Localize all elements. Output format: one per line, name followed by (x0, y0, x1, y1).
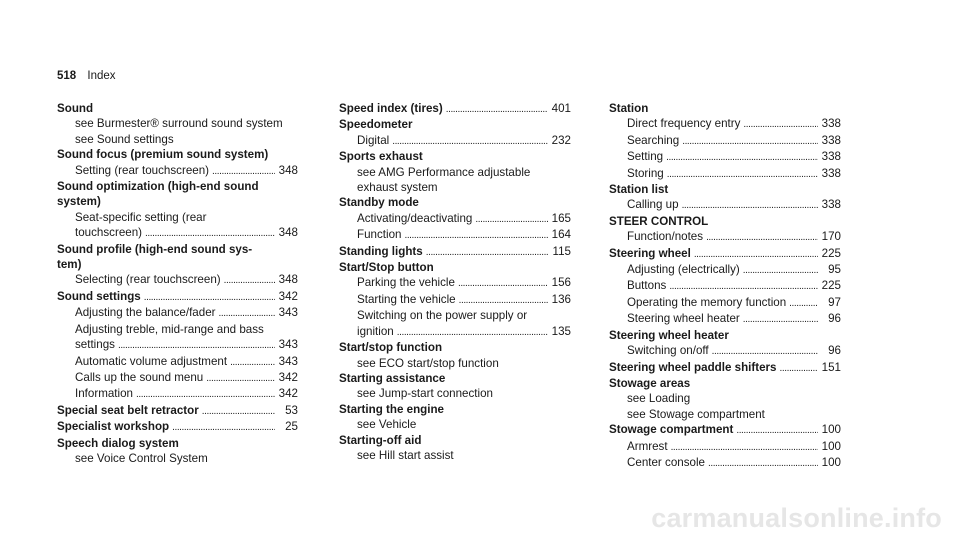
entry-text: see Burmester® surround sound system (75, 117, 283, 131)
entry-text: see Sound settings (75, 132, 174, 146)
index-subentry[interactable] (609, 311, 841, 327)
entry-text: Operating the memory function (627, 295, 787, 309)
dot-leader (669, 278, 818, 294)
index-subentry (57, 322, 298, 337)
page-reference[interactable]: 165 (551, 211, 571, 225)
index-term[interactable] (609, 422, 841, 438)
dot-leader (219, 305, 275, 321)
entry-text: Sound focus (premium sound system) (57, 148, 269, 162)
index-term (339, 260, 571, 275)
page-reference[interactable]: 338 (821, 133, 841, 147)
index-term (57, 436, 298, 451)
index-subentry (57, 451, 298, 466)
page-reference[interactable]: 401 (551, 102, 571, 115)
page-reference[interactable]: 95 (828, 263, 841, 277)
index-subentry[interactable] (609, 439, 841, 455)
index-term (339, 402, 571, 417)
page-reference[interactable]: 136 (551, 292, 571, 306)
entry-text: Sound optimization (high-end sound (57, 180, 259, 194)
dot-leader (202, 403, 275, 419)
entry-text: Station list (609, 183, 669, 197)
dot-leader (475, 211, 548, 227)
page-reference[interactable]: 100 (821, 439, 841, 453)
page-reference[interactable]: 97 (828, 295, 841, 309)
entry-text: Speed index (tires) (339, 102, 443, 115)
entry-text: Special seat belt retractor (57, 403, 199, 417)
entry-text: system) (57, 195, 101, 209)
entry-text: Station (609, 102, 649, 115)
index-term (339, 340, 571, 355)
dot-leader (118, 337, 275, 353)
index-subentry[interactable] (609, 278, 841, 294)
page-reference[interactable]: 100 (821, 423, 841, 437)
index-subentry[interactable] (339, 292, 571, 308)
dot-leader (789, 295, 818, 311)
index-term[interactable] (339, 244, 571, 260)
page-reference[interactable]: 96 (828, 344, 841, 358)
entry-text: Start/stop function (339, 341, 443, 355)
index-subentry[interactable] (609, 133, 841, 149)
entry-text: Function (357, 228, 402, 242)
dot-leader (224, 272, 275, 288)
watermark: carmanualsonline.info (651, 503, 942, 533)
index-term (609, 182, 841, 197)
page-reference[interactable]: 156 (551, 276, 571, 290)
entry-text: see Vehicle (357, 418, 417, 432)
page-reference[interactable]: 225 (821, 246, 841, 260)
index-subentry[interactable] (339, 133, 571, 149)
index-term (339, 195, 571, 210)
page-reference[interactable]: 348 (278, 163, 298, 177)
dot-leader (667, 166, 818, 182)
index-subentry[interactable] (57, 305, 298, 321)
entry-text: Activating/deactivating (357, 211, 473, 225)
entry-text: Searching (627, 133, 680, 147)
index-subentry[interactable] (339, 275, 571, 291)
entry-text: Seat-specific setting (rear (75, 210, 207, 224)
entry-text: Information (75, 387, 133, 401)
entry-text: see Voice Control System (75, 451, 208, 465)
dot-leader (459, 292, 548, 308)
entry-text: exhaust system (357, 181, 438, 195)
page-reference[interactable]: 338 (821, 198, 841, 212)
entry-text: Storing (627, 166, 664, 180)
entry-text: Standing lights (339, 244, 423, 258)
page-reference[interactable]: 338 (821, 117, 841, 131)
dot-leader (404, 227, 548, 243)
entry-text: Switching on/off (627, 344, 709, 358)
index-term (609, 328, 841, 343)
index-subentry (609, 407, 841, 422)
entry-text: Direct frequency entry (627, 117, 741, 131)
index-subentry (339, 386, 571, 401)
entry-text: Calls up the sound menu (75, 370, 204, 384)
page-reference[interactable]: 100 (821, 455, 841, 469)
dot-leader (145, 225, 275, 241)
page-reference[interactable]: 342 (278, 387, 298, 401)
index-term[interactable] (57, 289, 298, 305)
entry-text: Starting the vehicle (357, 292, 456, 306)
page-reference[interactable]: 225 (821, 279, 841, 293)
dot-leader (144, 289, 275, 305)
page-reference[interactable]: 338 (821, 150, 841, 164)
index-term (57, 242, 298, 257)
dot-leader (708, 455, 818, 471)
index-term (57, 257, 298, 272)
index-subentry[interactable] (57, 225, 298, 241)
page-reference[interactable]: 342 (278, 370, 298, 384)
page-reference[interactable]: 232 (551, 133, 571, 147)
entry-text: Starting assistance (339, 371, 446, 385)
index-term[interactable] (57, 403, 298, 419)
entry-text: see ECO start/stop function (357, 356, 499, 370)
entry-text: see Hill start assist (357, 448, 454, 462)
entry-text: Speech dialog system (57, 436, 179, 450)
entry-text: see Jump-start connection (357, 387, 493, 401)
entry-text: STEER CONTROL (609, 214, 709, 228)
index-term[interactable] (609, 246, 841, 262)
index-column-2 (339, 101, 571, 463)
entry-text: Steering wheel heater (627, 312, 740, 326)
index-term (339, 149, 571, 164)
page-reference[interactable]: 342 (278, 289, 298, 303)
entry-text: Armrest (627, 439, 668, 453)
page-reference[interactable]: 348 (278, 273, 298, 287)
page-reference[interactable]: 135 (551, 324, 571, 338)
dot-leader (397, 324, 548, 340)
index-term (57, 194, 298, 209)
entry-text: Speedometer (339, 118, 413, 132)
index-subentry[interactable] (609, 197, 841, 213)
dot-leader (230, 354, 275, 370)
index-term (57, 147, 298, 162)
index-subentry[interactable] (57, 370, 298, 386)
entry-text: Adjusting the balance/fader (75, 306, 216, 320)
index-term[interactable] (609, 360, 841, 376)
entry-text: Adjusting treble, mid-range and bass (75, 322, 264, 336)
index-term (57, 179, 298, 194)
page-reference[interactable]: 96 (828, 312, 841, 326)
page-reference[interactable]: 151 (821, 360, 841, 374)
entry-text: Standby mode (339, 196, 419, 210)
index-subentry (339, 417, 571, 432)
page-reference[interactable]: 25 (285, 420, 298, 434)
index-term (609, 101, 841, 116)
dot-leader (426, 244, 548, 260)
dot-leader (458, 275, 548, 291)
index-subentry[interactable] (609, 166, 841, 182)
index-subentry[interactable] (339, 324, 571, 340)
index-term (609, 376, 841, 391)
entry-text: Function/notes (627, 230, 704, 244)
index-subentry[interactable] (57, 272, 298, 288)
page-number: 518 (57, 70, 77, 82)
index-subentry[interactable] (57, 163, 298, 179)
index-subentry (339, 448, 571, 463)
dot-leader (712, 343, 818, 359)
entry-text: Start/Stop button (339, 261, 434, 275)
entry-text: Automatic volume adjustment (75, 354, 228, 368)
index-subentry[interactable] (57, 337, 298, 353)
index-term (339, 433, 571, 448)
page-reference[interactable]: 170 (821, 230, 841, 244)
entry-text: Steering wheel heater (609, 328, 729, 342)
dot-leader (172, 419, 275, 435)
dot-leader (736, 422, 818, 438)
index-subentry[interactable] (609, 149, 841, 165)
page-reference[interactable]: 53 (285, 403, 298, 417)
index-term (57, 101, 298, 116)
index-term (609, 214, 841, 229)
dot-leader (694, 246, 818, 262)
dot-leader (136, 386, 275, 402)
entry-text: Sound settings (57, 289, 141, 303)
index-term (339, 117, 571, 132)
index-column-3 (609, 101, 841, 471)
entry-text: Specialist workshop (57, 420, 170, 434)
index-subentry[interactable] (609, 455, 841, 471)
index-subentry[interactable] (609, 343, 841, 359)
entry-text: Starting the engine (339, 402, 444, 416)
entry-text: Center console (627, 455, 705, 469)
entry-text: Sound profile (high-end sound sys- (57, 242, 253, 256)
entry-text: Selecting (rear touchscreen) (75, 273, 221, 287)
entry-text: Calling up (627, 198, 679, 212)
dot-leader (671, 439, 818, 455)
index-subentry (339, 356, 571, 371)
entry-text: Steering wheel paddle shifters (609, 360, 777, 374)
index-term[interactable] (57, 419, 298, 435)
entry-text: Switching on the power supply or (357, 309, 528, 323)
dot-leader (743, 262, 818, 278)
page-reference[interactable]: 343 (278, 354, 298, 368)
dot-leader (446, 101, 548, 117)
index-subentry (57, 210, 298, 225)
page-reference[interactable]: 164 (551, 228, 571, 242)
section-title: Index (87, 70, 116, 82)
page-reference[interactable]: 338 (821, 166, 841, 180)
index-subentry[interactable] (609, 116, 841, 132)
dot-leader (743, 116, 818, 132)
page-header (57, 70, 116, 82)
entry-text: settings (75, 338, 115, 352)
index-column-1 (57, 101, 298, 466)
index-subentry (609, 391, 841, 406)
entry-text: Setting (rear touchscreen) (75, 163, 210, 177)
entry-text: Buttons (627, 279, 667, 293)
page-reference[interactable]: 343 (278, 338, 298, 352)
index-subentry[interactable] (339, 211, 571, 227)
index-subentry (57, 116, 298, 131)
index-subentry[interactable] (609, 229, 841, 245)
entry-text: Steering wheel (609, 246, 691, 260)
index-subentry[interactable] (609, 262, 841, 278)
entry-text: Sports exhaust (339, 150, 423, 164)
dot-leader (780, 360, 818, 376)
index-subentry[interactable] (339, 227, 571, 243)
index-subentry[interactable] (57, 386, 298, 402)
index-subentry (339, 165, 571, 180)
entry-text: Adjusting (electrically) (627, 263, 740, 277)
index-subentry (57, 132, 298, 147)
page-reference[interactable]: 115 (552, 244, 571, 258)
index-subentry[interactable] (609, 295, 841, 311)
index-term (339, 371, 571, 386)
index-subentry (339, 180, 571, 195)
entry-text: see AMG Performance adjustable (357, 165, 531, 179)
entry-text: touchscreen) (75, 226, 143, 240)
dot-leader (682, 197, 818, 213)
entry-text: Sound (57, 102, 94, 115)
dot-leader (743, 311, 818, 327)
dot-leader (706, 229, 818, 245)
dot-leader (682, 133, 818, 149)
page-reference[interactable]: 348 (278, 226, 298, 240)
index-subentry[interactable] (57, 354, 298, 370)
dot-leader (206, 370, 275, 386)
entry-text: Parking the vehicle (357, 276, 455, 290)
index-term[interactable] (339, 101, 571, 117)
index-subentry (339, 308, 571, 323)
entry-text: Setting (627, 150, 664, 164)
entry-text: see Stowage compartment (627, 407, 765, 421)
entry-text: Starting-off aid (339, 433, 422, 447)
dot-leader (666, 149, 818, 165)
dot-leader (212, 163, 275, 179)
entry-text: tem) (57, 258, 82, 272)
entry-text: see Loading (627, 392, 691, 406)
entry-text: ignition (357, 324, 394, 338)
page-reference[interactable]: 343 (278, 306, 298, 320)
entry-text: Digital (357, 133, 390, 147)
dot-leader (392, 133, 548, 149)
entry-text: Stowage compartment (609, 423, 734, 437)
entry-text: Stowage areas (609, 376, 691, 390)
